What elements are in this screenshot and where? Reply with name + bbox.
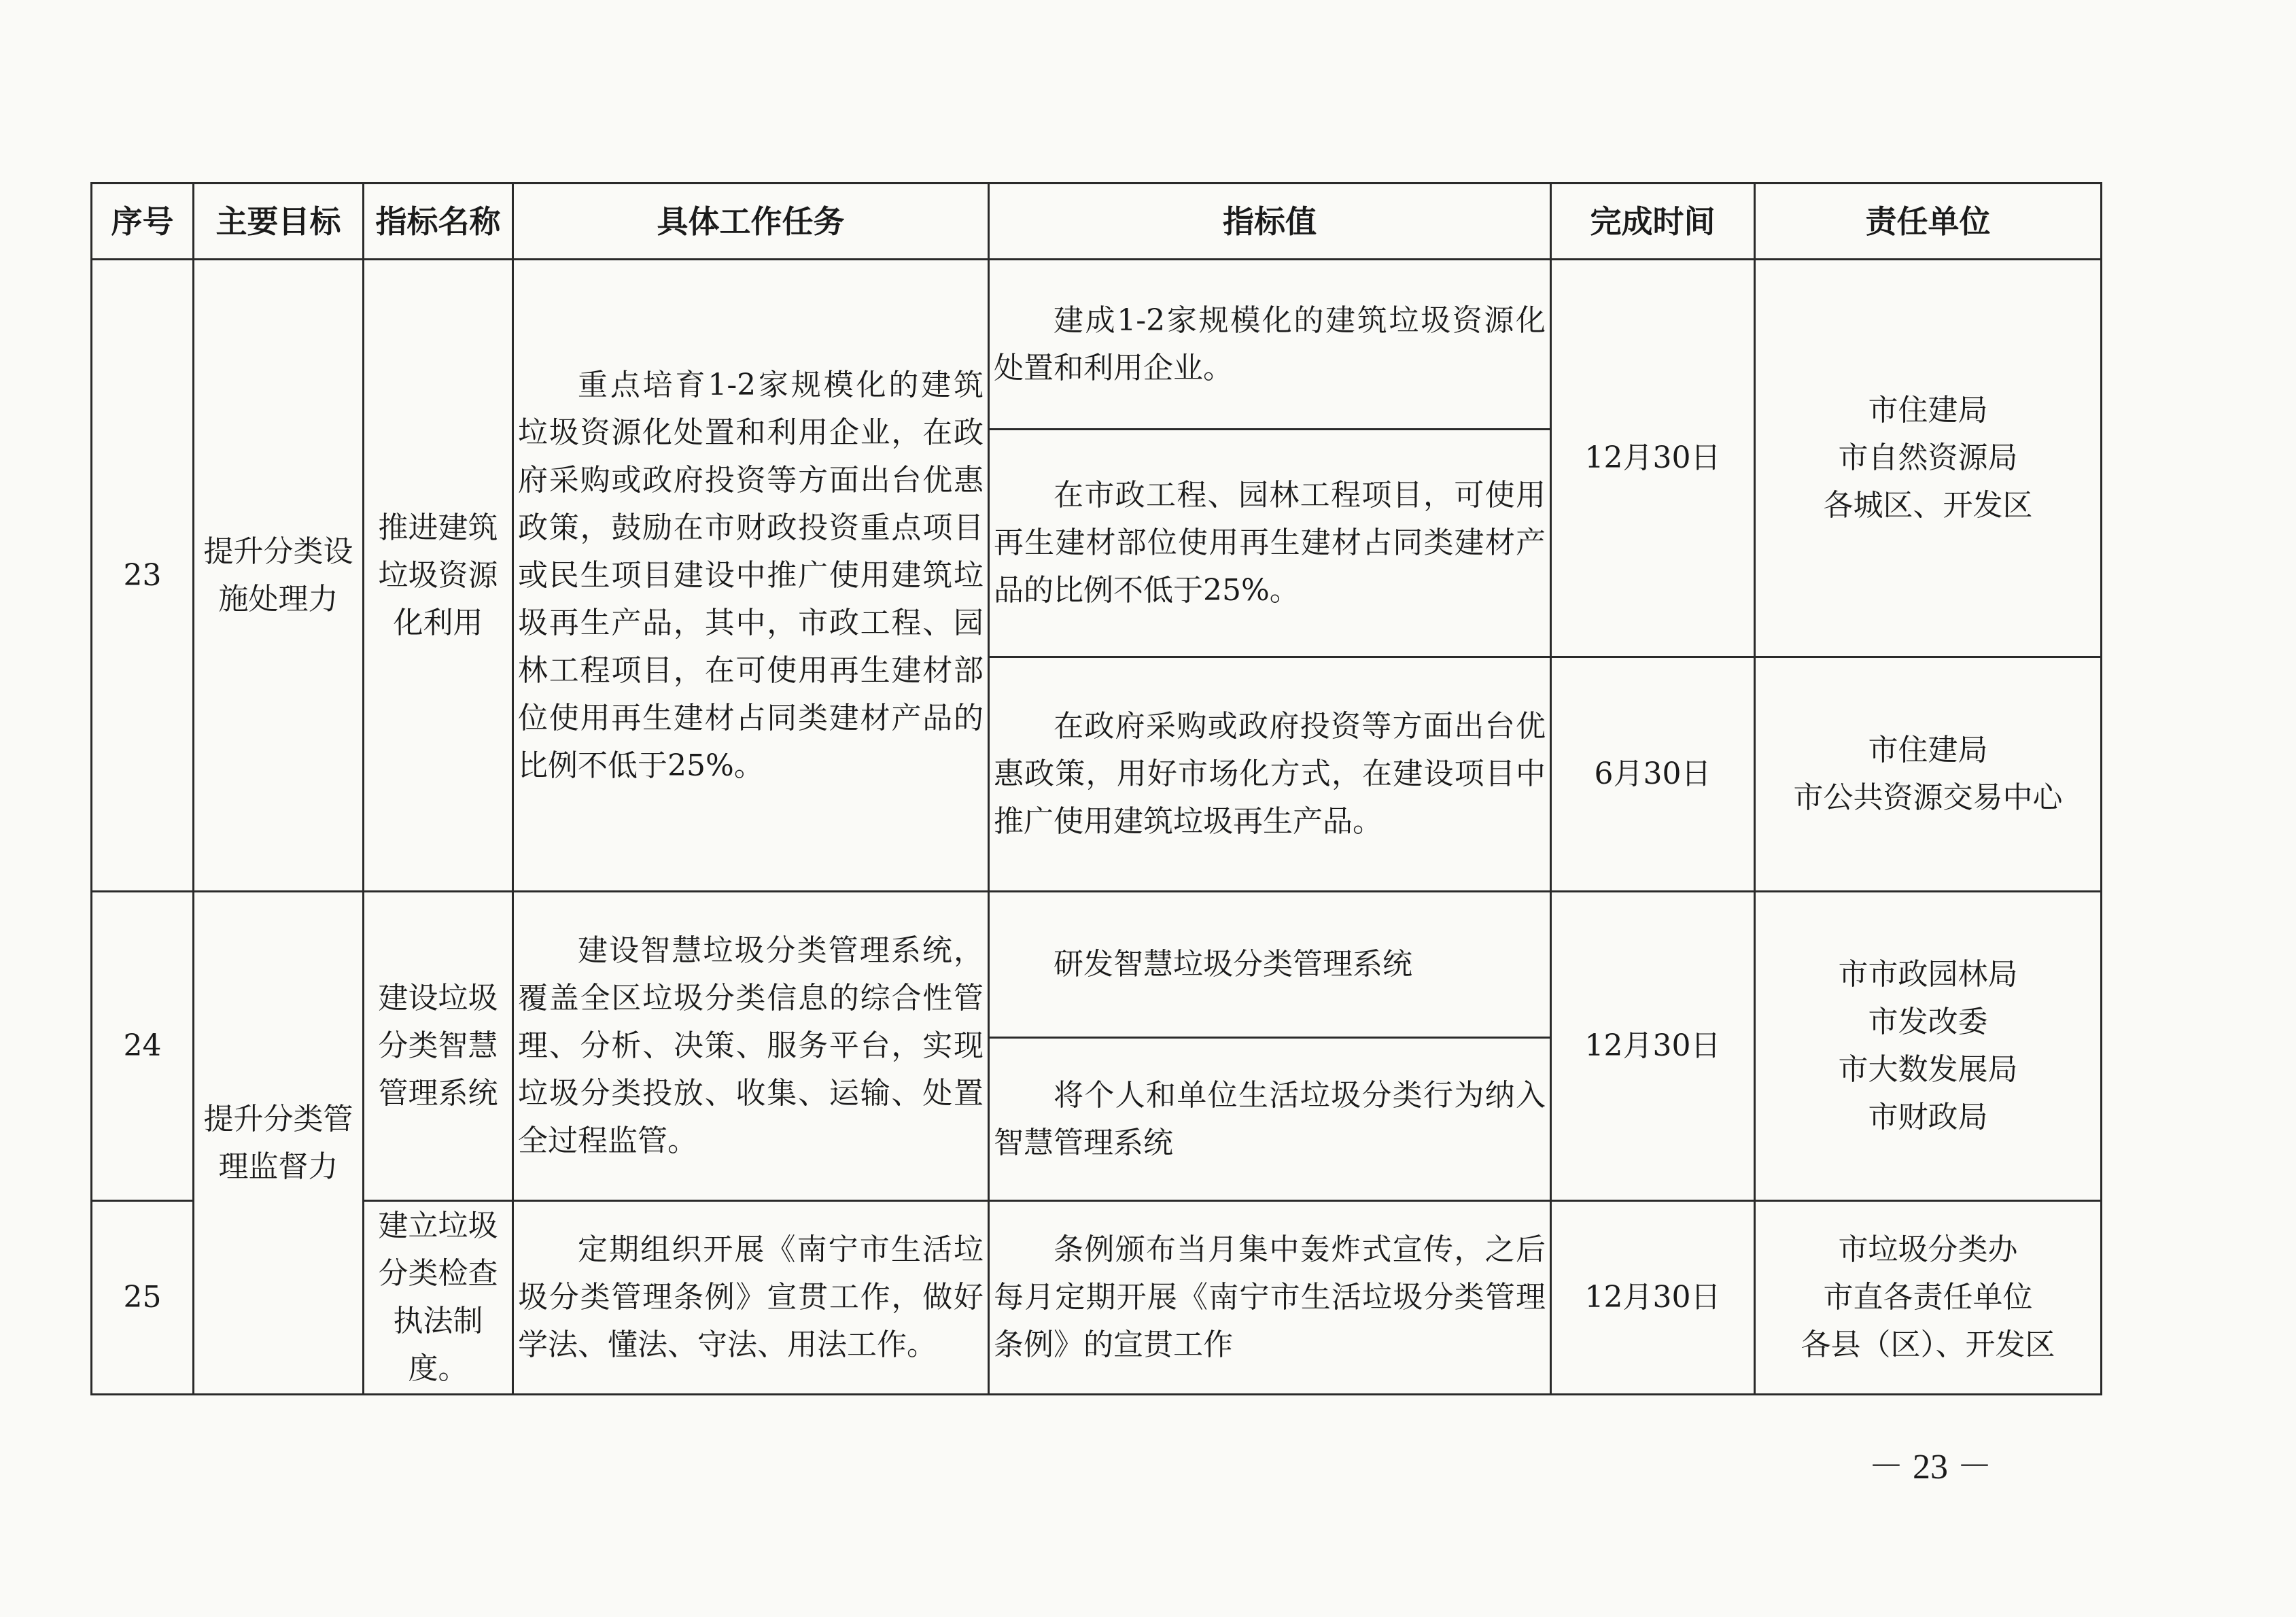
indicator-text: 建设垃圾分类智慧管理系统 [378, 981, 498, 1111]
value-text: 在市政工程、园林工程项目，可使用再生建材部位使用再生建材占同类建材产品的比例不低于25%。 [994, 478, 1546, 608]
row-indicator [364, 1201, 513, 1395]
row-deadline: 6月30日 [1551, 657, 1755, 892]
row-seq: 23 [92, 260, 194, 892]
row-deadline: 12月30日 [1551, 260, 1755, 657]
row-seq: 25 [92, 1201, 194, 1395]
table-row [92, 892, 2102, 1038]
tasks-text: 定期组织开展《南宁市生活垃圾分类管理条例》宣贯工作，做好学法、懂法、守法、用法工作。 [518, 1232, 984, 1362]
goal-text: 提升分类设施处理力 [203, 534, 353, 616]
table-row [92, 260, 2102, 430]
row-value [989, 260, 1551, 430]
row-value [989, 1201, 1551, 1395]
value-text: 将个人和单位生活垃圾分类行为纳入智慧管理系统 [994, 1077, 1546, 1160]
row-seq: 24 [92, 892, 194, 1201]
task-table [90, 182, 2102, 1395]
row-tasks [513, 1201, 989, 1395]
row-owner [1755, 657, 2102, 892]
owner-text: 市垃圾分类办 市直各责任单位 各县（区）、开发区 [1801, 1232, 2055, 1362]
value-text: 在政府采购或政府投资等方面出台优惠政策，用好市场化方式，在建设项目中推广使用建筑垃圾再生产品。 [994, 709, 1546, 839]
header-indicator: 指标名称 [364, 184, 513, 260]
page-number: － 23 － [1868, 1448, 1992, 1486]
row-value [989, 892, 1551, 1038]
tasks-text: 建设智慧垃圾分类管理系统，覆盖全区垃圾分类信息的综合性管理、分析、决策、服务平台，实现垃圾分类投放、收集、运输、处置全过程监管。 [518, 933, 984, 1158]
row-goal [194, 892, 364, 1395]
row-tasks [513, 892, 989, 1201]
indicator-text: 建立垃圾分类检查执法制度。 [378, 1209, 498, 1386]
row-deadline: 12月30日 [1551, 892, 1755, 1201]
owner-text: 市住建局 市公共资源交易中心 [1793, 733, 2063, 815]
header-seq: 序号 [92, 184, 194, 260]
value-text: 建成1-2家规模化的建筑垃圾资源化处置和利用企业。 [994, 302, 1546, 385]
table-row [92, 1201, 2102, 1395]
row-value [989, 657, 1551, 892]
row-owner [1755, 260, 2102, 657]
value-text: 研发智慧垃圾分类管理系统 [1054, 947, 1412, 981]
row-indicator [364, 892, 513, 1201]
row-value [989, 1038, 1551, 1201]
row-tasks [513, 260, 989, 892]
row-owner [1755, 1201, 2102, 1395]
owner-text: 市住建局 市自然资源局 各城区、开发区 [1823, 393, 2033, 523]
row-owner [1755, 892, 2102, 1201]
row-value [989, 430, 1551, 657]
owner-text: 市市政园林局 市发改委 市大数发展局 市财政局 [1838, 957, 2018, 1134]
header-deadline: 完成时间 [1551, 184, 1755, 260]
value-text: 条例颁布当月集中轰炸式宣传，之后每月定期开展《南宁市生活垃圾分类管理条例》的宣贯工作 [994, 1232, 1546, 1362]
row-deadline: 12月30日 [1551, 1201, 1755, 1395]
goal-text: 提升分类管理监督力 [203, 1101, 353, 1184]
header-tasks: 具体工作任务 [513, 184, 989, 260]
row-indicator [364, 260, 513, 892]
header-owner: 责任单位 [1755, 184, 2102, 260]
tasks-text: 重点培育1-2家规模化的建筑垃圾资源化处置和利用企业，在政府采购或政府投资等方面出台优惠政策，鼓励在市财政投资重点项目或民生项目建设中推广使用建筑垃圾再生产品，其中，市政工程、园林工程项目，在可使用再生建材部位使用再生建材占同类建材产品的比例不低于25%。 [518, 367, 984, 783]
header-goal: 主要目标 [194, 184, 364, 260]
indicator-text: 推进建筑垃圾资源化利用 [378, 510, 498, 640]
header-row [92, 184, 2102, 260]
header-value: 指标值 [989, 184, 1551, 260]
row-goal [194, 260, 364, 892]
